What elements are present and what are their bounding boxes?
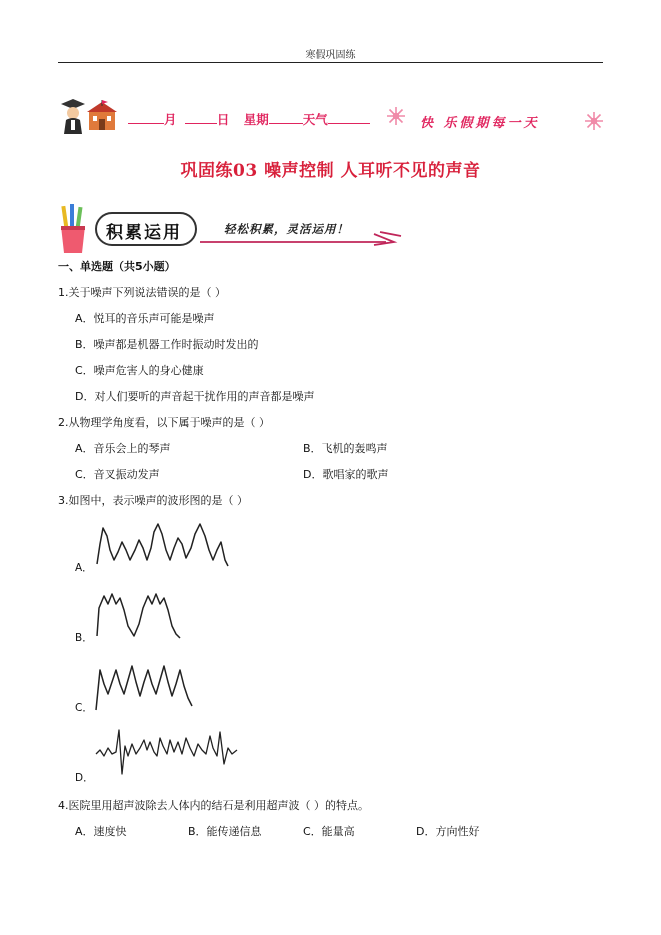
page-header: 寒假巩固练: [305, 50, 356, 61]
month-blank: [128, 113, 164, 124]
question-2-stem: 2.从物理学角度看，以下属于噪声的是（ ）: [58, 416, 270, 429]
banner-slogan: 快 乐假期每一天: [420, 116, 540, 131]
q1-option-a[interactable]: A．悦耳的音乐声可能是噪声: [75, 312, 215, 325]
section-label: 积累运用: [106, 223, 182, 243]
q2-option-b[interactable]: B．飞机的轰鸣声: [303, 442, 388, 455]
q2-option-a[interactable]: A．音乐会上的琴声: [75, 442, 171, 455]
q1-option-c[interactable]: C．噪声危害人的身心健康: [75, 364, 204, 377]
waveform-c-image: [92, 660, 202, 714]
page-title: 巩固练03 噪声控制 人耳听不见的声音: [180, 161, 481, 181]
question-4-stem: 4.医院里用超声波除去人体内的结石是利用超声波（ ）的特点。: [58, 799, 369, 812]
q2-option-d[interactable]: D．歌唱家的歌声: [303, 468, 389, 481]
q4-option-c[interactable]: C．能量高: [303, 825, 355, 838]
month-label: 月: [164, 112, 177, 127]
section-slogan: 轻松积累，灵活运用！: [224, 222, 349, 236]
pencil-cup-icon: [58, 204, 88, 254]
q1-option-d[interactable]: D．对人们要听的声音起干扰作用的声音都是噪声: [75, 390, 315, 403]
q4-option-a[interactable]: A．速度快: [75, 825, 127, 838]
waveform-a-image: [92, 520, 232, 570]
question-3-stem: 3.如图中，表示噪声的波形图的是（ ）: [58, 494, 248, 507]
q3-option-a[interactable]: A．: [75, 562, 93, 574]
part-heading: 一、单选题（共5小题）: [58, 260, 176, 273]
q3-option-b[interactable]: B．: [75, 632, 93, 644]
q3-option-d[interactable]: D．: [75, 772, 94, 784]
weekday-label: 星期: [243, 112, 269, 127]
q3-option-c[interactable]: C．: [75, 702, 93, 714]
weather-label: 天气: [302, 112, 328, 127]
waveform-b-image: [92, 588, 187, 640]
swoosh-arrow-icon: [196, 226, 406, 246]
question-1-stem: 1.关于噪声下列说法错误的是（ ）: [58, 286, 226, 299]
q4-option-d[interactable]: D．方向性好: [416, 825, 480, 838]
q2-option-c[interactable]: C．音叉振动发声: [75, 468, 160, 481]
school-building-icon: [84, 100, 120, 132]
q4-option-b[interactable]: B．能传递信息: [188, 825, 262, 838]
q1-option-b[interactable]: B．噪声都是机器工作时振动时发出的: [75, 338, 259, 351]
waveform-d-image: [92, 726, 242, 782]
day-label: 日: [216, 112, 230, 127]
weekday-blank: [269, 113, 303, 124]
snowflake-icon: [386, 106, 406, 126]
header-divider: [58, 62, 603, 63]
weather-blank: [328, 113, 370, 124]
day-blank: [185, 113, 217, 124]
snowflake-icon: [584, 111, 604, 131]
